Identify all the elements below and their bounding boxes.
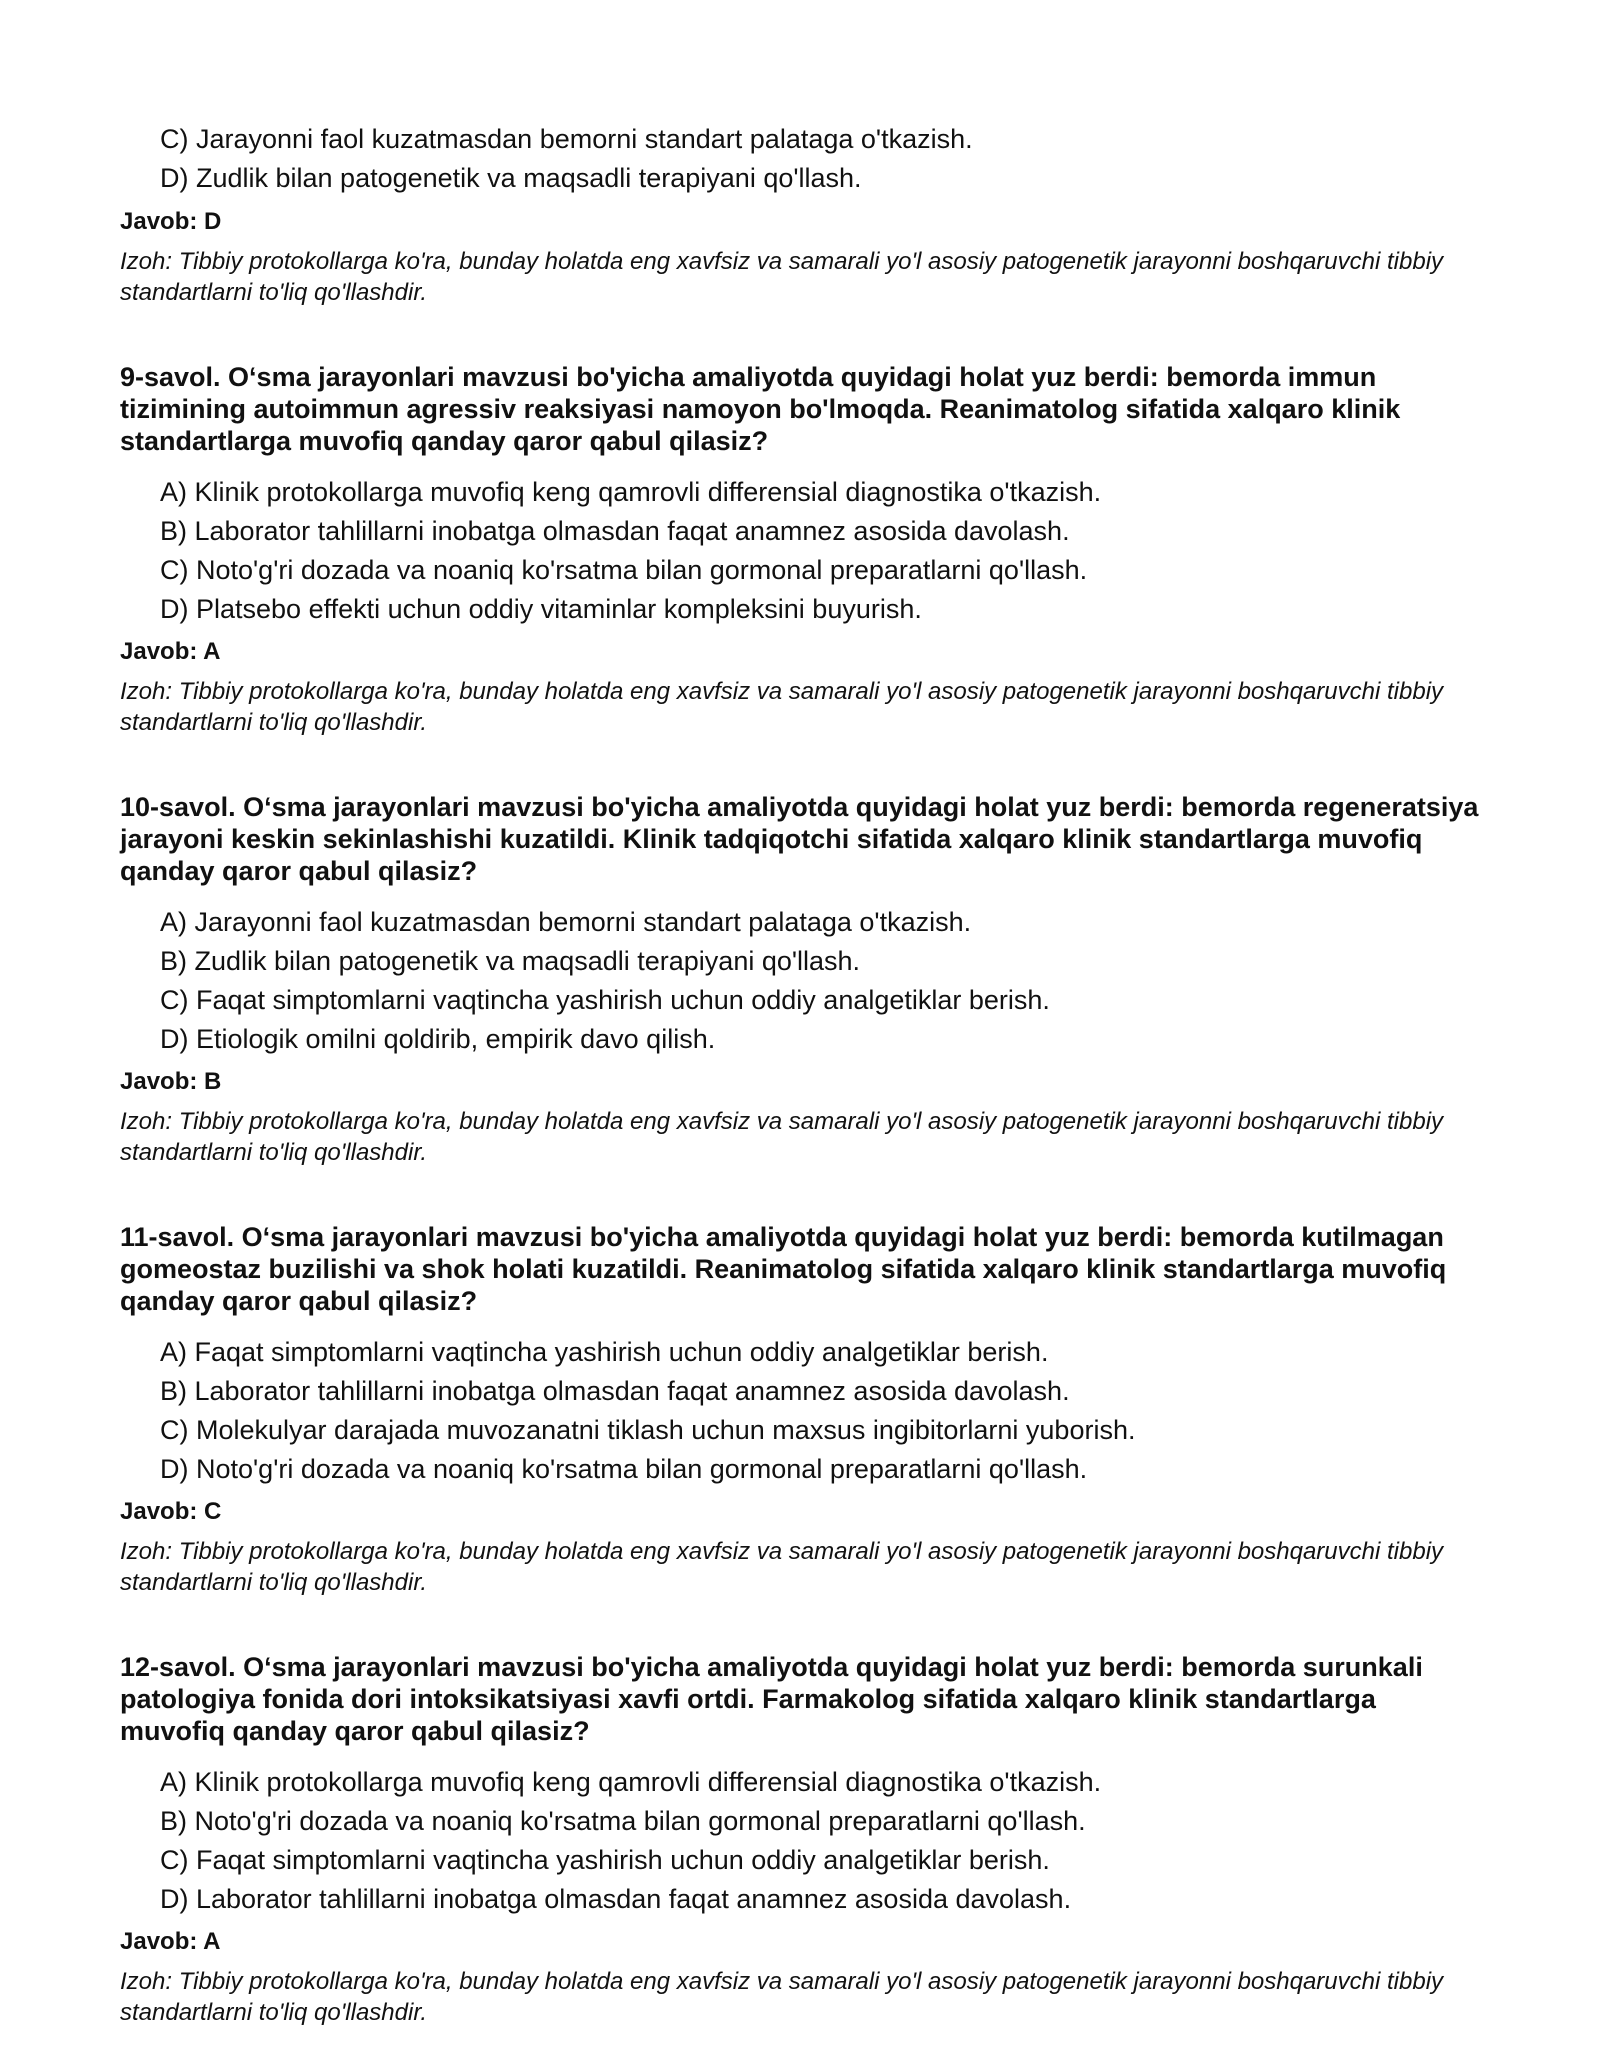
option-d: D) Laborator tahlillarni inobatga olmasdan faqat anamnez asosida davolash.: [160, 1884, 1072, 1914]
option-c: C) Faqat simptomlarni vaqtincha yashirish uchun oddiy analgetiklar berish.: [160, 985, 1050, 1015]
document-body: [120, 120, 1480, 2028]
option-d: D) Zudlik bilan patogenetik va maqsadli terapiyani qo'llash.: [160, 163, 862, 193]
question-11: [120, 1221, 1480, 1598]
explanation-note: Izoh: Tibbiy protokollarga ko'ra, bunday holatda eng xavfsiz va samarali yo'l asosiy patogenetik jarayonni boshqaruvchi tibbiy standartlarni to'liq qo'llashdir.: [120, 1968, 1444, 2026]
question-9: [120, 361, 1480, 738]
option-b: B) Laborator tahlillarni inobatga olmasdan faqat anamnez asosida davolash.: [160, 516, 1070, 546]
explanation-note: Izoh: Tibbiy protokollarga ko'ra, bunday holatda eng xavfsiz va samarali yo'l asosiy patogenetik jarayonni boshqaruvchi tibbiy standartlarni to'liq qo'llashdir.: [120, 678, 1444, 736]
option-b: B) Zudlik bilan patogenetik va maqsadli terapiyani qo'llash.: [160, 946, 861, 976]
option-b: B) Noto'g'ri dozada va noaniq ko'rsatma bilan gormonal preparatlarni qo'llash.: [160, 1806, 1086, 1836]
question-10: [120, 791, 1480, 1168]
question-title: 9-savol. O‘sma jarayonlari mavzusi bo'yicha amaliyotda quyidagi holat yuz berdi: bemorda immun tizimining autoimmun agressiv reaksiyasi namoyon bo'lmoqda. Reanimatolog sifatida xalqaro klinik standartlarga muvofiq qanday qaror qabul qilasiz?: [120, 362, 1401, 456]
question-8-continuation: [120, 120, 1480, 308]
option-a: A) Klinik protokollarga muvofiq keng qamrovli differensial diagnostika o'tkazish.: [160, 1767, 1102, 1797]
option-c: C) Noto'g'ri dozada va noaniq ko'rsatma bilan gormonal preparatlarni qo'llash.: [160, 555, 1088, 585]
question-12: [120, 1651, 1480, 2028]
option-a: A) Faqat simptomlarni vaqtincha yashirish uchun oddiy analgetiklar berish.: [160, 1337, 1049, 1367]
answer-label: Javob: A: [120, 1928, 221, 1955]
option-d: D) Etiologik omilni qoldirib, empirik davo qilish.: [160, 1024, 716, 1054]
question-title: 11-savol. O‘sma jarayonlari mavzusi bo'yicha amaliyotda quyidagi holat yuz berdi: bemorda kutilmagan gomeostaz buzilishi va shok holati kuzatildi. Reanimatolog sifatida xalqaro klinik standartlarga muvofiq qanday qaror qabul qilasiz?: [120, 1222, 1447, 1316]
answer-options: [120, 1763, 1480, 1919]
option-c: C) Faqat simptomlarni vaqtincha yashirish uchun oddiy analgetiklar berish.: [160, 1845, 1050, 1875]
option-c: C) Jarayonni faol kuzatmasdan bemorni standart palataga o'tkazish.: [160, 124, 973, 154]
option-d: D) Noto'g'ri dozada va noaniq ko'rsatma bilan gormonal preparatlarni qo'llash.: [160, 1454, 1088, 1484]
explanation-note: Izoh: Tibbiy protokollarga ko'ra, bunday holatda eng xavfsiz va samarali yo'l asosiy patogenetik jarayonni boshqaruvchi tibbiy standartlarni to'liq qo'llashdir.: [120, 248, 1444, 306]
answer-options: [120, 1333, 1480, 1489]
answer-label: Javob: D: [120, 208, 222, 235]
answer-options: [120, 473, 1480, 629]
answer-label: Javob: B: [120, 1068, 222, 1095]
explanation-note: Izoh: Tibbiy protokollarga ko'ra, bunday holatda eng xavfsiz va samarali yo'l asosiy patogenetik jarayonni boshqaruvchi tibbiy standartlarni to'liq qo'llashdir.: [120, 1108, 1444, 1166]
answer-options: [120, 120, 1480, 198]
option-c: C) Molekulyar darajada muvozanatni tiklash uchun maxsus ingibitorlarni yuborish.: [160, 1415, 1136, 1445]
option-a: A) Jarayonni faol kuzatmasdan bemorni standart palataga o'tkazish.: [160, 907, 972, 937]
option-d: D) Platsebo effekti uchun oddiy vitaminlar kompleksini buyurish.: [160, 594, 922, 624]
explanation-note: Izoh: Tibbiy protokollarga ko'ra, bunday holatda eng xavfsiz va samarali yo'l asosiy patogenetik jarayonni boshqaruvchi tibbiy standartlarni to'liq qo'llashdir.: [120, 1538, 1444, 1596]
option-b: B) Laborator tahlillarni inobatga olmasdan faqat anamnez asosida davolash.: [160, 1376, 1070, 1406]
question-title: 12-savol. O‘sma jarayonlari mavzusi bo'yicha amaliyotda quyidagi holat yuz berdi: bemorda surunkali patologiya fonida dori intoksikatsiyasi xavfi ortdi. Farmakolog sifatida xalqaro klinik standartlarga muvofiq qanday qaror qabul qilasiz?: [120, 1652, 1423, 1746]
answer-options: [120, 903, 1480, 1059]
question-title: 10-savol. O‘sma jarayonlari mavzusi bo'yicha amaliyotda quyidagi holat yuz berdi: bemorda regeneratsiya jarayoni keskin sekinlashishi kuzatildi. Klinik tadqiqotchi sifatida xalqaro klinik standartlarga muvofiq qanday qaror qabul qilasiz?: [120, 792, 1479, 886]
answer-label: Javob: A: [120, 638, 221, 665]
answer-label: Javob: C: [120, 1498, 222, 1525]
option-a: A) Klinik protokollarga muvofiq keng qamrovli differensial diagnostika o'tkazish.: [160, 477, 1102, 507]
